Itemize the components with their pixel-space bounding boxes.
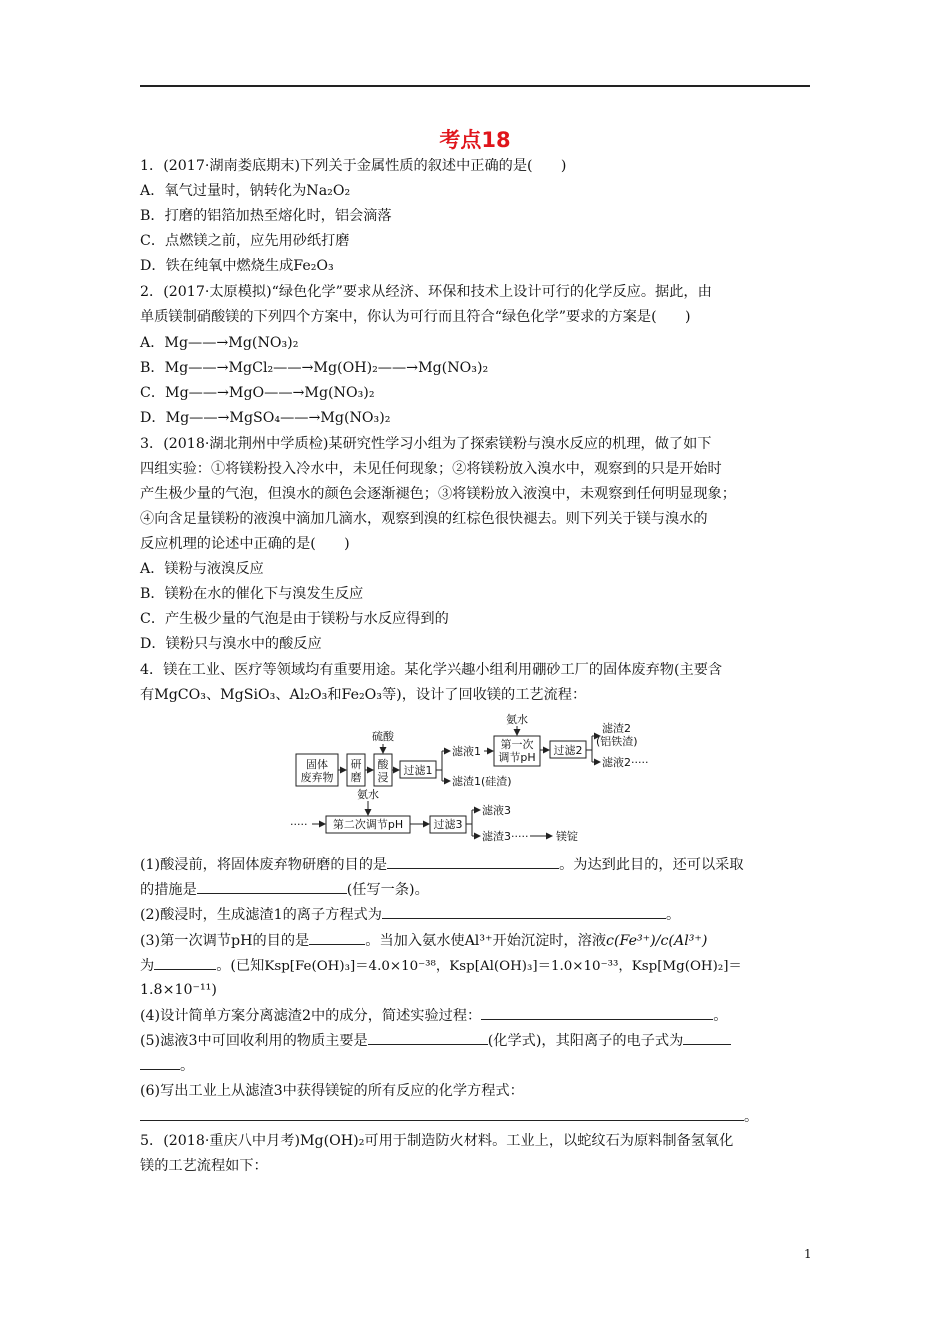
q4-p5c: 。 [180, 1058, 195, 1074]
dots-start-label: ····· [290, 818, 308, 831]
ingot-label: 镁锭 [556, 830, 578, 843]
grind-label-1: 研 [350, 758, 362, 771]
q4-p3a: (3)第一次调节pH的目的是 [140, 933, 310, 949]
solid-waste-label-2: 废弃物 [300, 771, 334, 784]
q2-option-b: B．Mg——→MgCl₂——→Mg(OH)₂——→Mg(NO₃)₂ [140, 360, 489, 376]
ammonia-top-label: 氨水 [506, 713, 528, 726]
q4-part1-line1 [140, 855, 744, 874]
q1-option-c: C．点燃镁之前，应先用砂纸打磨 [140, 233, 350, 249]
q5-stem-line1: 5．(2018·重庆八中月考)Mg(OH)₂可用于制造防火材料。工业上，以蛇纹石为原料制备氢氧化 [140, 1133, 734, 1149]
filtrate3-label: 滤液3 [482, 804, 511, 817]
q3-stem-line4: ④向含足量镁粉的液溴中滴加几滴水，观察到溴的红棕色很快褪去。则下列关于镁与溴水的 [140, 511, 708, 527]
q3-stem-line2: 四组实验：①将镁粉投入冷水中，未见任何现象；②将镁粉放入溴水中，观察到的只是开始时 [140, 461, 722, 477]
q4-p3c: c(Fe³⁺)/c(Al³⁺) [606, 933, 708, 949]
q1-stem: 1．(2017·湖南娄底期末)下列关于金属性质的叙述中正确的是( ) [140, 158, 567, 174]
ammonia-bottom-label: 氨水 [357, 788, 379, 801]
q4-p3b: 。当加入氨水使Al³⁺开始沉淀时，溶液 [365, 933, 607, 949]
q2-stem-line2: 单质镁制硝酸镁的下列四个方案中，你认为可行而且符合“绿色化学”要求的方案是( ) [140, 309, 691, 325]
q4-p4a: (4)设计简单方案分离滤渣2中的成分，简述实验过程： [140, 1008, 482, 1024]
adjust1-label-1: 第一次 [500, 738, 534, 751]
adjust1-label-2: 调节pH [498, 751, 536, 764]
q4-part2 [140, 905, 680, 924]
q3-option-d: D．镁粉只与溴水中的酸反应 [140, 636, 322, 652]
sulfuric-acid-label: 硫酸 [372, 730, 394, 743]
q3-stem-line3: 产生极少量的气泡，但溴水的颜色会逐渐褪色；③将镁粉放入液溴中，未观察到任何明显现象； [140, 486, 736, 502]
q4-part5-line2 [140, 1056, 194, 1075]
grind-label-2: 磨 [350, 771, 362, 784]
q3-option-a: A．镁粉与液溴反应 [140, 561, 264, 577]
answer-blank[interactable] [140, 1107, 744, 1121]
solid-waste-label-1: 固体 [306, 758, 328, 771]
filter3-label: 过滤3 [433, 818, 463, 831]
q4-part3-line2 [140, 956, 742, 976]
answer-blank[interactable] [309, 931, 365, 945]
q4-p2a: (2)酸浸时，生成滤渣1的离子方程式为 [140, 907, 382, 923]
q2-option-a: A．Mg——→Mg(NO₃)₂ [140, 335, 299, 351]
q4-p3d: 为 [140, 958, 155, 974]
filter1-label: 过滤1 [403, 764, 433, 777]
answer-blank[interactable] [683, 1031, 731, 1045]
q1-option-a: A．氧气过量时，钠转化为Na₂O₂ [140, 183, 351, 199]
q4-part6-answer [140, 1107, 758, 1126]
q3-option-b: B．镁粉在水的催化下与溴发生反应 [140, 586, 364, 602]
header-rule [140, 85, 810, 87]
q4-part3-line1 [140, 931, 707, 950]
filtrate2-label: 滤液2····· [602, 756, 649, 769]
q4-p3e: 。(已知 [216, 958, 265, 974]
q4-part5-line1 [140, 1031, 731, 1050]
q3-stem-line1: 3．(2018·湖北荆州中学质检)某研究性学习小组为了探索镁粉与溴水反应的机理，做了如下 [140, 436, 712, 452]
q4-stem-line2: 有MgCO₃、MgSiO₃、Al₂O₃和Fe₂O₃等)，设计了回收镁的工艺流程： [140, 687, 587, 703]
page-title: 考点18 [439, 128, 511, 152]
q4-p1b: 。为达到此目的，还可以采取 [559, 857, 744, 873]
q2-stem-line1: 2．(2017·太原模拟)“绿色化学”要求从经济、环保和技术上设计可行的化学反应。据此，由 [140, 284, 712, 300]
q4-part1-line2 [140, 880, 429, 899]
q4-p5b: (化学式)，其阳离子的电子式为 [487, 1033, 684, 1049]
answer-blank[interactable] [368, 1031, 488, 1045]
q4-p1d: (任写一条)。 [346, 882, 429, 898]
q4-part3-line3: 1.8×10⁻¹¹) [140, 982, 217, 998]
answer-blank[interactable] [140, 1056, 180, 1070]
q4-p4b: 。 [713, 1008, 728, 1024]
q1-option-d: D．铁在纯氧中燃烧生成Fe₂O₃ [140, 258, 334, 274]
answer-blank[interactable] [481, 1006, 713, 1020]
q2-option-d: D．Mg——→MgSO₄——→Mg(NO₃)₂ [140, 410, 391, 426]
q3-option-c: C．产生极少量的气泡是由于镁粉与水反应得到的 [140, 611, 449, 627]
q5-stem-line2: 镁的工艺流程如下： [140, 1158, 268, 1174]
acid-leach-label-1: 酸 [377, 758, 389, 771]
q4-part4 [140, 1006, 727, 1025]
q4-p1a: (1)酸浸前，将固体废弃物研磨的目的是 [140, 857, 388, 873]
q4-p5a: (5)滤液3中可回收利用的物质主要是 [140, 1033, 368, 1049]
q1-option-b: B．打磨的铝箔加热至熔化时，铝会滴落 [140, 208, 392, 224]
q2-option-c: C．Mg——→MgO——→Mg(NO₃)₂ [140, 385, 375, 401]
page-number: 1 [804, 1247, 812, 1261]
residue2-note: (铝铁渣) [596, 735, 638, 748]
answer-blank[interactable] [197, 880, 347, 894]
q4-part6: (6)写出工业上从滤渣3中获得镁锭的所有反应的化学方程式： [140, 1083, 524, 1099]
acid-leach-label-2: 浸 [377, 771, 389, 784]
residue1-label: 滤渣1(硅渣) [452, 775, 512, 788]
q4-p6b: 。 [744, 1109, 759, 1125]
filtrate1-label: 滤液1 [452, 745, 481, 758]
residue3-label: 滤渣3····· [482, 830, 529, 843]
q4-p1c: 的措施是 [140, 882, 197, 898]
answer-blank[interactable] [154, 956, 216, 970]
residue2-label: 滤渣2 [602, 722, 631, 735]
q4-stem-line1: 4．镁在工业、医疗等领域均有重要用途。某化学兴趣小组利用硼砂工厂的固体废弃物(主要含 [140, 662, 723, 678]
filter2-label: 过滤2 [553, 744, 583, 757]
q3-stem-line5: 反应机理的论述中正确的是( ) [140, 536, 350, 552]
answer-blank[interactable] [382, 905, 666, 919]
q4-p3f: Ksp[Fe(OH)₃]＝4.0×10⁻³⁸，Ksp[Al(OH)₃]＝1.0×10⁻³³，Ksp[Mg(OH)₂]＝ [264, 959, 742, 974]
q4-p2b: 。 [665, 907, 681, 923]
adjust2-label: 第二次调节pH [332, 818, 404, 831]
process-flowchart [290, 710, 649, 850]
answer-blank[interactable] [387, 855, 559, 869]
